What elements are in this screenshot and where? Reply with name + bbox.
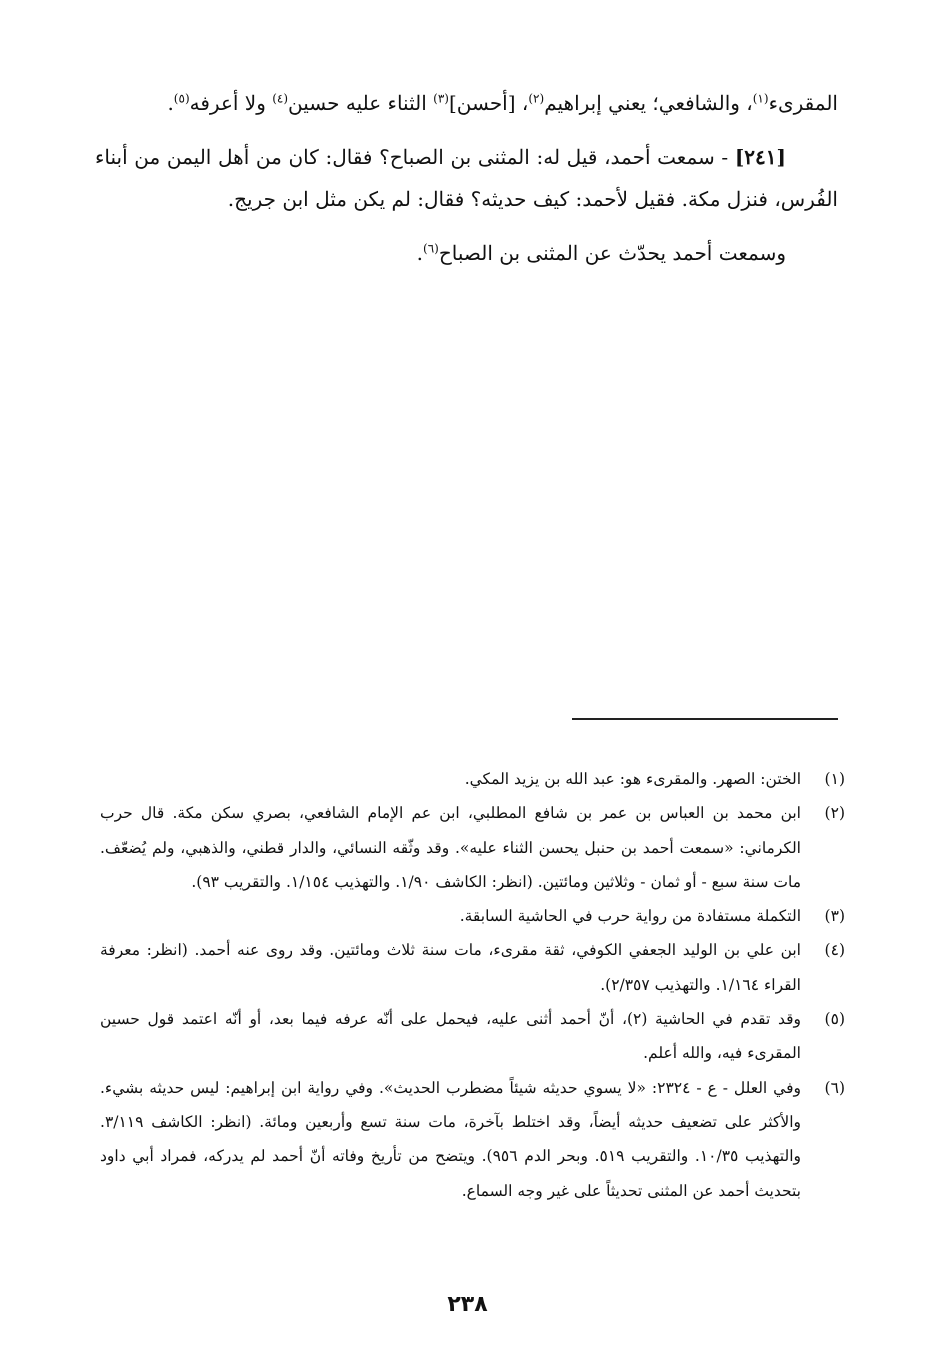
entry-number: [٢٤١]	[734, 145, 786, 169]
footnote-4	[100, 933, 845, 1002]
footnote-text: ابن محمد بن العباس بن عمر بن شافع المطلبي، ابن عم الإمام الشافعي، بصري سكن مكة. قال حرب الكرماني: «سمعت أحمد بن حنبل يحسن الثناء عليه». وقد وثّقه النسائي، والدار قطني، والذهبي، ولم يُضعّف. مات سنة سبع - أو ثمان - وثلاثين ومائتين. (انظر: الكاشف ١/٩٠. والتهذيب ١/١٥٤. والتقريب ٩٣).	[100, 804, 801, 891]
text-span: .	[416, 241, 424, 265]
paragraph-2	[95, 136, 838, 220]
footnotes	[100, 762, 845, 1208]
text-span: .	[167, 91, 174, 115]
main-text	[95, 82, 838, 286]
footnote-number: (٣)	[824, 907, 845, 926]
footnote-ref-4[interactable]: (٤)	[272, 91, 289, 106]
footnote-text: ابن علي بن الوليد الجعفي الكوفي، ثقة مقرىء، مات سنة ثلاث ومائتين. وقد روى عنه أحمد. (انظر: معرفة القراء ١/١٦٤. والتهذيب ٢/٣٥٧).	[100, 941, 801, 994]
footnote-3	[100, 899, 845, 933]
footnote-number: (١)	[824, 770, 845, 788]
footnote-number: (٦)	[824, 1078, 845, 1097]
text-span: الثناء عليه حسين	[288, 91, 434, 115]
footnote-ref-1[interactable]: (١)	[752, 91, 769, 106]
footnote-ref-2[interactable]: (٢)	[528, 91, 545, 106]
text-span: ، [أحسن]	[448, 91, 529, 115]
footnote-number: (٥)	[824, 1010, 845, 1029]
text-span: ، والشافعي؛ يعني إبراهيم	[544, 91, 753, 115]
footnote-text: الختن: الصهر. والمقرىء هو: عبد الله بن يزيد المكي.	[464, 770, 801, 788]
footnote-text: التكملة مستفادة من رواية حرب في الحاشية السابقة.	[459, 907, 801, 926]
footnote-ref-5[interactable]: (٥)	[173, 91, 190, 106]
footnote-text: وفي العلل - ع - ٢٣٢٤: «لا يسوي حديثه شيئاً مضطرب الحديث». وفي رواية ابن إبراهيم: ليس حديثه بشيء. والأكثر على تضعيف حديثه أيضاً، وقد اختلط بآخرة، مات سنة تسع وأربعين ومائة. (انظر: الكاشف ٣/١١٩. والتهذيب ١٠/٣٥. والتقريب ٥١٩. وبحر الدم ٩٥٦). ويتضح من تأريخ وفاته أنّ أحمد لم يدركه، فمراد أبي داود بتحديث أحمد عن المثنى تحديثاً على غير وجه السماع.	[100, 1078, 801, 1200]
footnote-5	[100, 1002, 845, 1071]
text-span: وسمعت أحمد يحدّث عن المثنى بن الصباح	[438, 241, 786, 265]
footnote-6	[100, 1071, 845, 1208]
footnote-text: وقد تقدم في الحاشية (٢)، أنّ أحمد أثنى عليه، فيحمل على أنّه عرفه فيما بعد، أو أنّه اعتمد قول حسين المقرىء فيه، والله أعلم.	[100, 1010, 801, 1063]
footnote-1	[100, 762, 845, 796]
text-span: - سمعت أحمد، قيل له: المثنى بن الصباح؟ فقال: كان من أهل اليمن من أبناء الفُرس، فنزل مكة. فقيل لأحمد: كيف حديثه؟ فقال: لم يكن مثل ابن جريج.	[95, 145, 838, 211]
paragraph-1	[95, 82, 838, 124]
footnote-ref-6[interactable]: (٦)	[423, 241, 439, 256]
text-span: المقرىء	[768, 91, 838, 115]
footnote-number: (٢)	[824, 804, 845, 823]
footnote-separator	[572, 718, 838, 720]
footnote-ref-3[interactable]: (٣)	[433, 91, 449, 106]
page-number: ٢٣٨	[447, 1292, 488, 1317]
paragraph-3	[95, 232, 838, 274]
text-span: ولا أعرفه	[189, 91, 273, 115]
footnote-number: (٤)	[824, 941, 845, 960]
footnote-2	[100, 796, 845, 899]
